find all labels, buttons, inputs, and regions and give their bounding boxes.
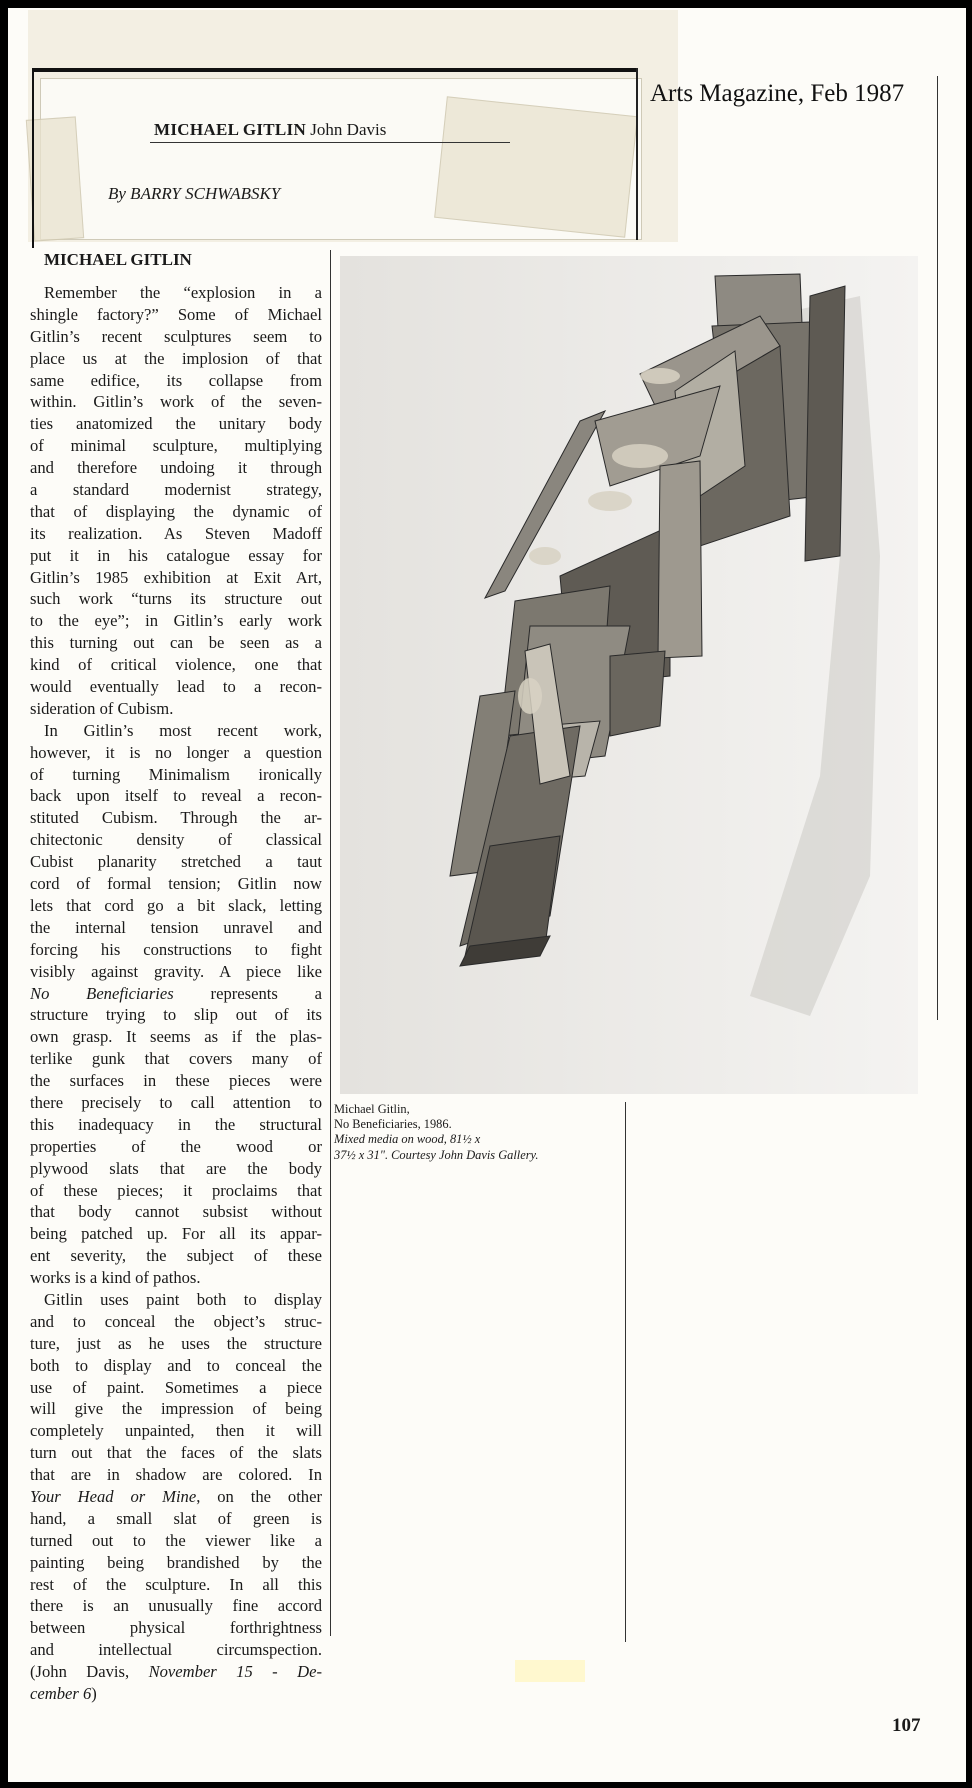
body-line: of turning Minimalism ironically: [30, 764, 322, 784]
body-line: use of paint. Sometimes a piece: [30, 1377, 322, 1397]
body-line: forcing his constructions to fight: [30, 939, 322, 959]
header-rule: [32, 68, 637, 72]
body-line: painting being brandished by the: [30, 1552, 322, 1572]
body-line: Cubist planarity stretched a taut: [30, 852, 322, 872]
body-line: cember 6): [30, 1684, 97, 1703]
body-line: works is a kind of pathos.: [30, 1268, 201, 1288]
column-rule: [330, 250, 331, 1636]
body-line: to the eye”; in Gitlin’s early work: [30, 611, 322, 631]
body-line: back upon itself to reveal a recon-: [30, 786, 322, 806]
body-line: within. Gitlin’s work of the seven-: [30, 392, 322, 412]
body-line: turn out that the faces of the slats: [30, 1443, 322, 1463]
body-line: completely unpainted, then it will: [30, 1421, 322, 1441]
body-line: kind of critical violence, one that: [30, 655, 322, 675]
body-line: and to conceal the object’s struc-: [30, 1311, 322, 1331]
body-line: lets that cord go a bit slack, letting: [30, 895, 322, 915]
body-line: In Gitlin’s most recent work,: [44, 720, 322, 740]
body-line: and therefore undoing it through: [30, 458, 322, 478]
body-line: between physical forthrightness: [30, 1618, 322, 1638]
body-line: stituted Cubism. Through the ar-: [30, 808, 322, 828]
article-title: MICHAEL GITLIN: [44, 250, 192, 269]
body-line: rest of the sculpture. In all this: [30, 1574, 322, 1594]
body-line: there precisely to call attention to: [30, 1092, 322, 1112]
body-line: both to display and to conceal the: [30, 1355, 322, 1375]
body-line: the surfaces in these pieces were: [30, 1071, 322, 1091]
body-line: however, it is no longer a question: [30, 742, 322, 762]
body-line: ent severity, the subject of these: [30, 1246, 322, 1266]
body-line: put it in his catalogue essay for: [30, 545, 322, 565]
body-line: properties of the wood or: [30, 1136, 322, 1156]
caption-title: No Beneficiaries, 1986.: [334, 1117, 452, 1132]
body-line: Gitlin uses paint both to display: [44, 1289, 322, 1309]
body-line: its realization. As Steven Madoff: [30, 523, 322, 543]
body-line: and intellectual circumspection.: [30, 1640, 322, 1660]
source-note: Arts Magazine, Feb 1987: [650, 80, 905, 107]
body-line: (John Davis, November 15 - De-: [30, 1662, 322, 1682]
body-line: that are in shadow are colored. In: [30, 1465, 322, 1485]
body-line: being patched up. For all its appar-: [30, 1224, 322, 1244]
body-line: Remember the “explosion in a: [44, 283, 322, 302]
body-line: will give the impression of being: [30, 1399, 322, 1419]
body-line: cord of formal tension; Gitlin now: [30, 874, 322, 894]
body-line: structure trying to slip out of its: [30, 1005, 322, 1025]
tape-mark: [515, 1660, 585, 1682]
body-line: visibly against gravity. A piece like: [30, 961, 322, 981]
body-line: of these pieces; it proclaims that: [30, 1180, 322, 1200]
body-line: ties anatomized the unitary body: [30, 414, 322, 434]
body-line: same edifice, its collapse from: [30, 370, 322, 390]
body-line: turned out to the viewer like a: [30, 1530, 322, 1550]
body-line: the internal tension unravel and: [30, 917, 322, 937]
body-line: plywood slats that are the body: [30, 1158, 322, 1178]
header-right-rule: [636, 68, 638, 240]
body-line: Gitlin’s recent sculptures seem to: [30, 326, 322, 346]
body-line: own grasp. It seems as if the plas-: [30, 1027, 322, 1047]
tape-strip: [26, 116, 84, 241]
body-line: that of displaying the dynamic of: [30, 501, 322, 521]
header-left-rule: [32, 68, 34, 248]
byline: By BARRY SCHWABSKY: [108, 184, 281, 203]
body-line: No Beneficiaries represents a: [30, 983, 322, 1003]
caption-rule: [625, 1102, 626, 1642]
body-line: hand, a small slat of green is: [30, 1508, 322, 1528]
body-line: ture, just as he uses the structure: [30, 1333, 322, 1353]
body-line: Gitlin’s 1985 exhibition at Exit Art,: [30, 567, 322, 587]
sculpture-photo: [340, 256, 918, 1094]
page-number: 107: [892, 1715, 921, 1736]
body-line: this inadequacy in the structural: [30, 1114, 322, 1134]
kicker-gallery: John Davis: [310, 120, 387, 139]
body-line: such work “turns its structure out: [30, 589, 322, 609]
body-line: a standard modernist strategy,: [30, 480, 322, 500]
body-line: there is an unusually fine accord: [30, 1596, 322, 1616]
caption-artist: Michael Gitlin,: [334, 1102, 410, 1116]
kicker-rule: [150, 142, 510, 143]
caption-credit: 37½ x 31". Courtesy John Davis Gallery.: [334, 1147, 539, 1162]
body-line: would eventually lead to a recon-: [30, 677, 322, 697]
body-line: place us at the implosion of that: [30, 348, 322, 368]
body-line: Your Head or Mine, on the other: [30, 1486, 322, 1506]
body-line: shingle factory?” Some of Michael: [30, 304, 322, 324]
tape-strip: [434, 96, 638, 237]
body-line: this turning out can be seen as a: [30, 633, 322, 653]
body-line: of minimal sculpture, multiplying: [30, 436, 322, 456]
body-line: chitectonic density of classical: [30, 830, 322, 850]
kicker-artist: MICHAEL GITLIN: [154, 120, 307, 139]
margin-rule: [937, 76, 938, 1020]
kicker: [154, 120, 386, 142]
article-body: [30, 282, 322, 1705]
body-line: terlike gunk that covers many of: [30, 1049, 322, 1069]
sculpture-illustration: [340, 256, 918, 1094]
body-line: sideration of Cubism.: [30, 698, 174, 718]
photo-caption: [334, 1102, 624, 1163]
body-line: that body cannot subsist without: [30, 1202, 322, 1222]
caption-medium: Mixed media on wood, 81½ x: [334, 1132, 481, 1147]
